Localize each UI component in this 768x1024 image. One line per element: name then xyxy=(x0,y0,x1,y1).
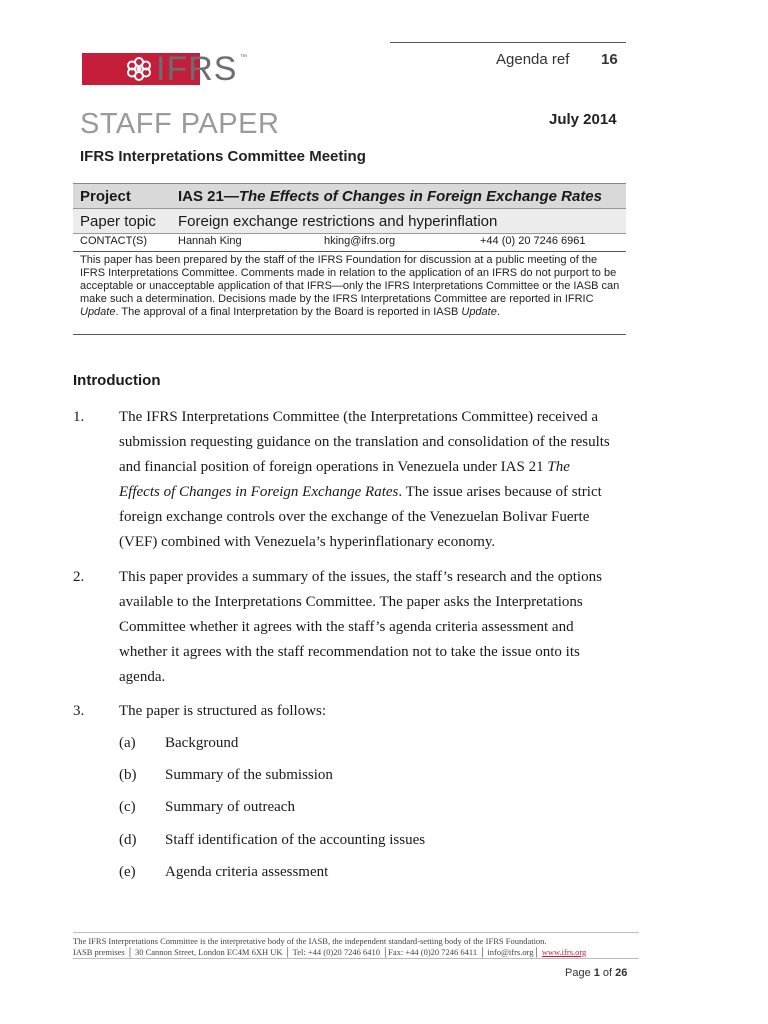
project-label: Project xyxy=(80,188,131,205)
list-item-background: Background xyxy=(165,735,239,751)
list-item-letter-b: (b) xyxy=(119,767,137,783)
meeting-title: IFRS Interpretations Committee Meeting xyxy=(80,148,366,165)
document-type-title: STAFF PAPER xyxy=(80,108,280,140)
list-item-letter-c: (c) xyxy=(119,799,136,815)
list-item-letter-e: (e) xyxy=(119,864,136,880)
footer-address: IASB premises │ 30 Cannon Street, London EC4M 6XH UK │ Tel: +44 (0)20 7246 6410 │Fax: +44 (0)20 7246 6411 │ info@ifrs.org│ xyxy=(73,947,542,957)
contact-email[interactable]: hking@ifrs.org xyxy=(324,235,396,247)
list-item-accounting-issues: Staff identification of the accounting issues xyxy=(165,832,426,848)
paragraph-1 xyxy=(119,405,631,555)
page-current: 1 xyxy=(593,967,600,979)
list-item-agenda-criteria: Agenda criteria assessment xyxy=(165,864,329,880)
paragraph-1-number: 1. xyxy=(73,409,85,425)
project-row xyxy=(73,183,626,208)
project-value xyxy=(178,188,602,205)
project-standard: IAS 21— xyxy=(178,188,239,205)
contact-phone: +44 (0) 20 7246 6961 xyxy=(480,235,586,247)
paper-topic-label: Paper topic xyxy=(80,213,156,230)
header-rule xyxy=(390,42,626,43)
document-date: July 2014 xyxy=(549,111,617,128)
disclaimer-update-2: Update xyxy=(461,306,497,318)
project-standard-title: The Effects of Changes in Foreign Exchange Rates xyxy=(238,188,602,205)
agenda-ref-number: 16 xyxy=(601,51,618,68)
disclaimer xyxy=(80,254,625,319)
introduction-heading: Introduction xyxy=(73,372,161,389)
list-item-summary-outreach: Summary of outreach xyxy=(165,799,295,815)
footer-website-link[interactable]: www.ifrs.org xyxy=(541,947,587,957)
footer-rule-bottom xyxy=(73,958,639,959)
paragraph-1-line-2: submission requesting guidance on the translation and consolidation of the results xyxy=(119,434,610,450)
logo-trademark: ™ xyxy=(240,54,247,61)
paragraph-3-number: 3. xyxy=(73,703,85,719)
paragraph-1-line-5: foreign exchange controls over the exchange of the Venezuelan Bolivar Fuerte xyxy=(119,509,590,525)
disclaimer-part-3: . xyxy=(496,306,500,318)
paragraph-2-line-3: Committee whether it agrees with the staff’s agenda criteria assessment and xyxy=(119,619,574,635)
page-of: of xyxy=(599,967,616,979)
disclaimer-part-1: This paper has been prepared by the staff of the IFRS Foundation for discussion at a public meeting of the IFRS Interpretations Committee. Comments made in relation to the application of an IFRS do not purport to be acceptable or unacceptable application of that IFRS—only the IFRS Interpretations Committee or the IASB can make such a determination. Decisions made by the IFRS Interpretations Committee are reported in IFRIC xyxy=(80,254,620,305)
paper-topic-row xyxy=(73,208,626,234)
paragraph-2-line-2: available to the Interpretations Committee. The paper asks the Interpretations xyxy=(119,594,583,610)
disclaimer-update-1: Update xyxy=(80,306,116,318)
paper-topic-value: Foreign exchange restrictions and hyperinflation xyxy=(178,213,498,230)
footer-line-1: The IFRS Interpretations Committee is the interpretative body of the IASB, the independent standard-setting body of the IFRS Foundation. xyxy=(73,936,547,946)
paragraph-1-line-3 xyxy=(119,455,631,480)
paragraph-1-line-4a: Effects of Changes in Foreign Exchange Rates xyxy=(119,484,399,500)
page-total: 26 xyxy=(615,967,628,979)
paragraph-1-line-4 xyxy=(119,480,631,505)
contact-row xyxy=(73,234,626,252)
paragraph-1-line-4b: . The issue arises because of strict xyxy=(398,484,602,500)
footer-text xyxy=(73,936,643,958)
flower-icon xyxy=(126,56,152,82)
paragraph-3: The paper is structured as follows: xyxy=(119,703,327,719)
paragraph-2-line-1: This paper provides a summary of the issues, the staff’s research and the options xyxy=(119,569,602,585)
paragraph-1-line-3a: and financial position of foreign operations in Venezuela under IAS 21 xyxy=(119,459,548,475)
contact-name: Hannah King xyxy=(178,235,242,247)
ifrs-logo xyxy=(82,50,252,88)
list-item-letter-a: (a) xyxy=(119,735,136,751)
logo-text: IFRS xyxy=(156,50,238,88)
paragraph-1-line-6: (VEF) combined with Venezuela’s hyperinflationary economy. xyxy=(119,534,496,550)
paragraph-2-number: 2. xyxy=(73,569,85,585)
page-number xyxy=(565,967,627,979)
disclaimer-part-2: . The approval of a final Interpretation by the Board is reported in IASB xyxy=(115,306,462,318)
page-prefix: Page xyxy=(565,967,594,979)
footer-line-2 xyxy=(73,947,643,958)
contact-label: CONTACT(S) xyxy=(80,235,148,247)
footer-rule-top xyxy=(73,932,639,933)
paragraph-2-line-4: whether it agrees with the staff recommendation not to take the issue onto its xyxy=(119,644,580,660)
list-item-letter-d: (d) xyxy=(119,832,137,848)
paragraph-2-line-5: agenda. xyxy=(119,669,166,685)
disclaimer-rule xyxy=(73,334,626,335)
list-item-summary-submission: Summary of the submission xyxy=(165,767,333,783)
agenda-ref-label: Agenda ref xyxy=(496,51,570,68)
paragraph-1-line-3b: The xyxy=(547,459,570,475)
paragraph-1-line-1: The IFRS Interpretations Committee (the Interpretations Committee) received a xyxy=(119,409,599,425)
paragraph-2 xyxy=(119,565,631,690)
